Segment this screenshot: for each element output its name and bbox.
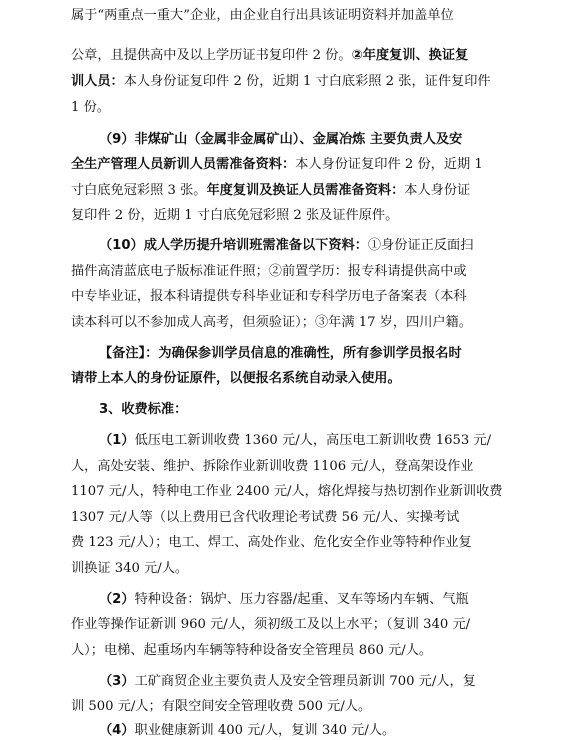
- note-line: 请带上本人的身份证原件，以便报名系统自动录入使用。: [71, 371, 401, 386]
- text-line: [99, 431, 491, 450]
- text-line: 人，高处安装、维护、拆除作业新训收费 1106 元/人，登高架设作业: [71, 459, 474, 474]
- text-span: 本人身份证复印件 2 份，近期 1: [295, 157, 483, 172]
- item-number: （3）: [99, 674, 135, 689]
- text-line: [99, 672, 476, 691]
- text-line: [99, 721, 395, 740]
- bold-heading-span: 训人员：: [71, 74, 124, 89]
- text-line: 读本科可以不参加成人高考，但须验证）；③年满 17 岁，四川户籍。: [71, 315, 472, 330]
- text-span: 低压电工新训收费 1360 元/人，高压电工新训收费 1653 元/: [134, 433, 492, 448]
- item-heading: （9）非煤矿山（金属非金属矿山）、金属冶炼 主要负责人及安: [99, 132, 463, 147]
- section-heading: 3、收费标准：: [99, 402, 188, 417]
- text-line: 人）；电梯、起重场内车辆等特种设备安全管理员 860 元/人。: [71, 643, 433, 658]
- text-line: 费 123 元/人）；电工、焊工、高处作业、危化安全作业等特种作业复: [71, 535, 472, 550]
- text-line: 1307 元/人等（以上费用已含代收理论考试费 56 元/人、实操考试: [71, 510, 460, 525]
- text-span: 工矿商贸企业主要负责人及安全管理员新训 700 元/人，复: [134, 674, 476, 689]
- bold-heading-span: ②年度复训、换证复: [351, 48, 469, 63]
- bold-heading-span: 年度复训及换证人员需准备资料：: [206, 183, 405, 198]
- item-number: （2）: [99, 592, 135, 607]
- text-span: 寸白底免冠彩照 3 张。: [71, 183, 207, 198]
- text-span: 本人身份证复印件 2 份，近期 1 寸白底彩照 2 张，证件复印件: [123, 74, 491, 89]
- text-line: 1107 元/人，特种电工作业 2400 元/人，熔化焊接与热切割作业新训收费: [71, 484, 503, 499]
- item-number: （4）: [99, 723, 135, 738]
- text-span: ①身份证正反面扫: [367, 238, 474, 253]
- text-line: 作业等操作证新训 960 元/人，须初级工及以上水平；（复训 340 元/: [71, 617, 471, 632]
- text-line: [71, 155, 483, 174]
- text-line: [99, 236, 473, 255]
- text-line: [71, 46, 468, 65]
- text-line: 中专毕业证，报本科请提供专科毕业证和专科学历电子备案表（本科: [71, 289, 467, 304]
- bold-heading-span: 全生产管理人员新训人员需准备资料：: [71, 157, 296, 172]
- text-line: 描件高清蓝底电子版标准证件照；②前置学历：报专科请提供高中或: [71, 264, 467, 279]
- text-line: 属于“两重点一重大”企业，由企业自行出具该证明资料并加盖单位: [71, 8, 454, 23]
- text-span: 本人身份证: [404, 183, 471, 198]
- text-span: 公章，且提供高中及以上学历证书复印件 2 份。: [71, 48, 352, 63]
- bold-heading-span: （10）成人学历提升培训班需准备以下资料：: [99, 238, 368, 253]
- text-span: 职业健康新训 400 元/人，复训 340 元/人。: [134, 723, 396, 738]
- item-number: （1）: [99, 433, 135, 448]
- text-line: 训 500 元/人；有限空间安全管理收费 500 元/人。: [71, 699, 372, 714]
- text-line: [71, 181, 470, 200]
- text-line: 复印件 2 份，近期 1 寸白底免冠彩照 2 张及证件原件。: [71, 208, 399, 223]
- text-span: 特种设备：锅炉、压力容器/起重、叉车等场内车辆、气瓶: [134, 592, 469, 607]
- note-line: 【备注】：为确保参训学员信息的准确性，所有参训学员报名时: [99, 346, 462, 361]
- text-line: [71, 72, 491, 91]
- text-line: [99, 590, 469, 609]
- text-line: 1 份。: [71, 100, 110, 115]
- text-line: 训换证 340 元/人。: [71, 561, 189, 576]
